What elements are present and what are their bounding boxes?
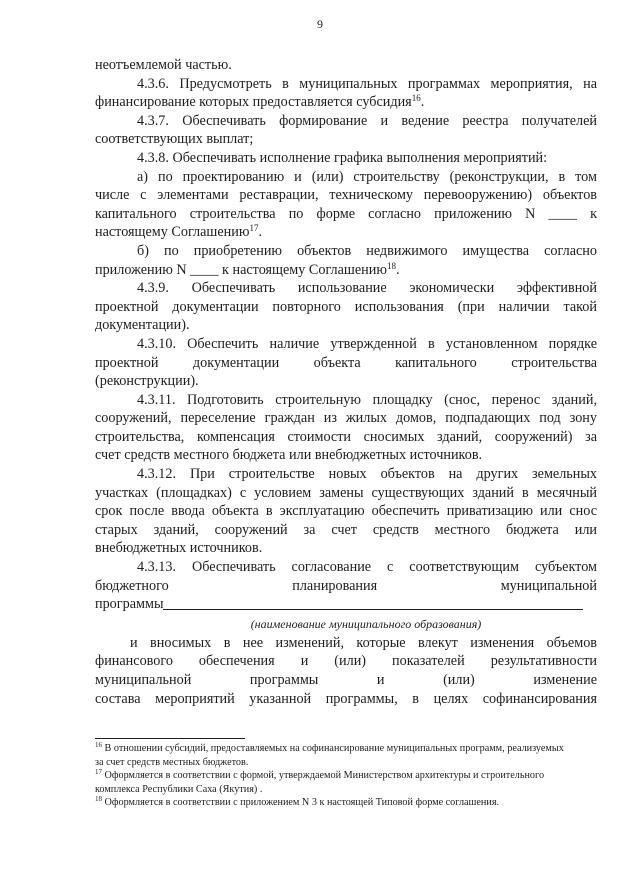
footnote <box>95 769 597 783</box>
body-text <box>95 56 597 708</box>
text-line: документации). <box>95 317 190 334</box>
text-line: сооружений, переселение граждан из жилых домов, подпадающих под зону <box>95 410 597 427</box>
footnotes <box>95 742 597 810</box>
text-line: 4.3.6. Предусмотреть в муниципальных программах мероприятия, на <box>137 75 597 92</box>
text-line: соответствующих выплат; <box>95 131 254 148</box>
page-number: 9 <box>317 17 323 31</box>
text-line: строительства, компенсация стоимости сносимых зданий, сооружений) за <box>95 428 597 445</box>
text-line: состава мероприятий указанной программы, в целях софинансирования <box>95 690 597 707</box>
blank-underline <box>163 595 583 610</box>
text-line: 4.3.10. Обеспечить наличие утвержденной в установленном порядке <box>137 335 597 352</box>
text-line: а) по проектированию и (или) строительству (реконструкции, в том <box>137 168 597 185</box>
text-line: бюджетного планирования муниципальной <box>95 577 597 594</box>
text-line: б) по приобретению объектов недвижимого имущества согласно <box>137 242 597 259</box>
text-line: капитального строительства по форме согласно приложению N ____ к <box>95 205 597 222</box>
footnote <box>95 742 597 756</box>
text-line: 4.3.9. Обеспечивать использование экономически эффективной <box>137 280 597 297</box>
footnote-separator <box>95 738 245 739</box>
text-line: числе с элементами реставрации, техническому перевооружению) объектов <box>95 187 597 204</box>
text-line-content: настоящему Соглашению <box>95 224 250 241</box>
footnote-ref: 16 <box>411 93 421 104</box>
text-line: счет средств местного бюджета или внебюджетных источников. <box>95 447 483 464</box>
footnote-number: 16 <box>95 741 102 749</box>
text-line: проектной документации объекта капитального строительства <box>95 354 597 371</box>
text-line-content: приложению N ____ к настоящему Соглашению <box>95 261 387 278</box>
footnote-number: 18 <box>95 795 102 804</box>
text-line: 4.3.11. Подготовить строительную площадку (снос, перенос зданий, <box>137 391 597 408</box>
footnote-text: Оформляется в соответствии с приложением N 3 к настоящей Типовой форме соглашения. <box>104 797 500 809</box>
text-line: (реконструкции). <box>95 373 199 390</box>
footnote-text: за счет средств местных бюджетов. <box>95 756 249 768</box>
text-line: 4.3.13. Обеспечивать согласование с соответствующим субъектом <box>137 559 597 576</box>
text-line: финансового обеспечения и (или) показателей результативности <box>95 653 597 670</box>
text-line: настоящему Соглашению$^{17}$. <box>95 223 262 241</box>
text-line: финансирование которых предоставляется субсидия$^{16}$. <box>95 93 425 111</box>
text-line: приложению N ____ к настоящему Соглашению$^{18}$. <box>95 260 400 278</box>
footnote <box>95 783 597 797</box>
field-caption: (наименование муниципального образования) <box>250 616 482 631</box>
text-line: старых зданий, сооружений за счет средств местного бюджета или <box>95 521 597 538</box>
footnote-number: 17 <box>95 768 102 777</box>
footnote-text: комплекса Республики Саха (Якутия) . <box>95 783 263 795</box>
text-line: участках (площадках) с условием замены существующих зданий в месячный <box>95 484 597 501</box>
text-line: проектной документации повторного использования (при наличии такой <box>95 298 597 315</box>
text-line-content: финансирование которых предоставляется субсидия <box>95 94 412 111</box>
text-line-content: программы <box>95 596 164 613</box>
text-line: и вносимых в нее изменений, которые влекут изменения объемов <box>130 634 597 651</box>
text-line: 4.3.7. Обеспечивать формирование и ведение реестра получателей <box>137 112 597 129</box>
text-line: муниципальной программы и (или) изменение <box>95 672 597 688</box>
footnote <box>95 756 597 770</box>
footnote-ref: 17 <box>249 223 259 234</box>
text-line <box>95 595 597 614</box>
text-line: внебюджетных источников. <box>95 540 263 557</box>
text-line: срок после ввода объекта в эксплуатацию обеспечить приватизацию или снос <box>95 503 597 520</box>
footnote-text: В отношении субсидий, предоставляемых на софинансирование муниципальных программ, реализуемых <box>104 743 564 754</box>
footnote-ref: 18 <box>386 260 396 271</box>
text-line: 4.3.12. При строительстве новых объектов на других земельных <box>137 466 597 483</box>
text-line: 4.3.8. Обеспечивать исполнение графика выполнения мероприятий: <box>137 149 548 166</box>
footnote-text: Оформляется в соответствии с формой, утверждаемой Министерством архитектуры и строительного <box>104 770 545 782</box>
footnote <box>95 796 597 810</box>
text-line: неотъемлемой частью. <box>95 57 232 73</box>
